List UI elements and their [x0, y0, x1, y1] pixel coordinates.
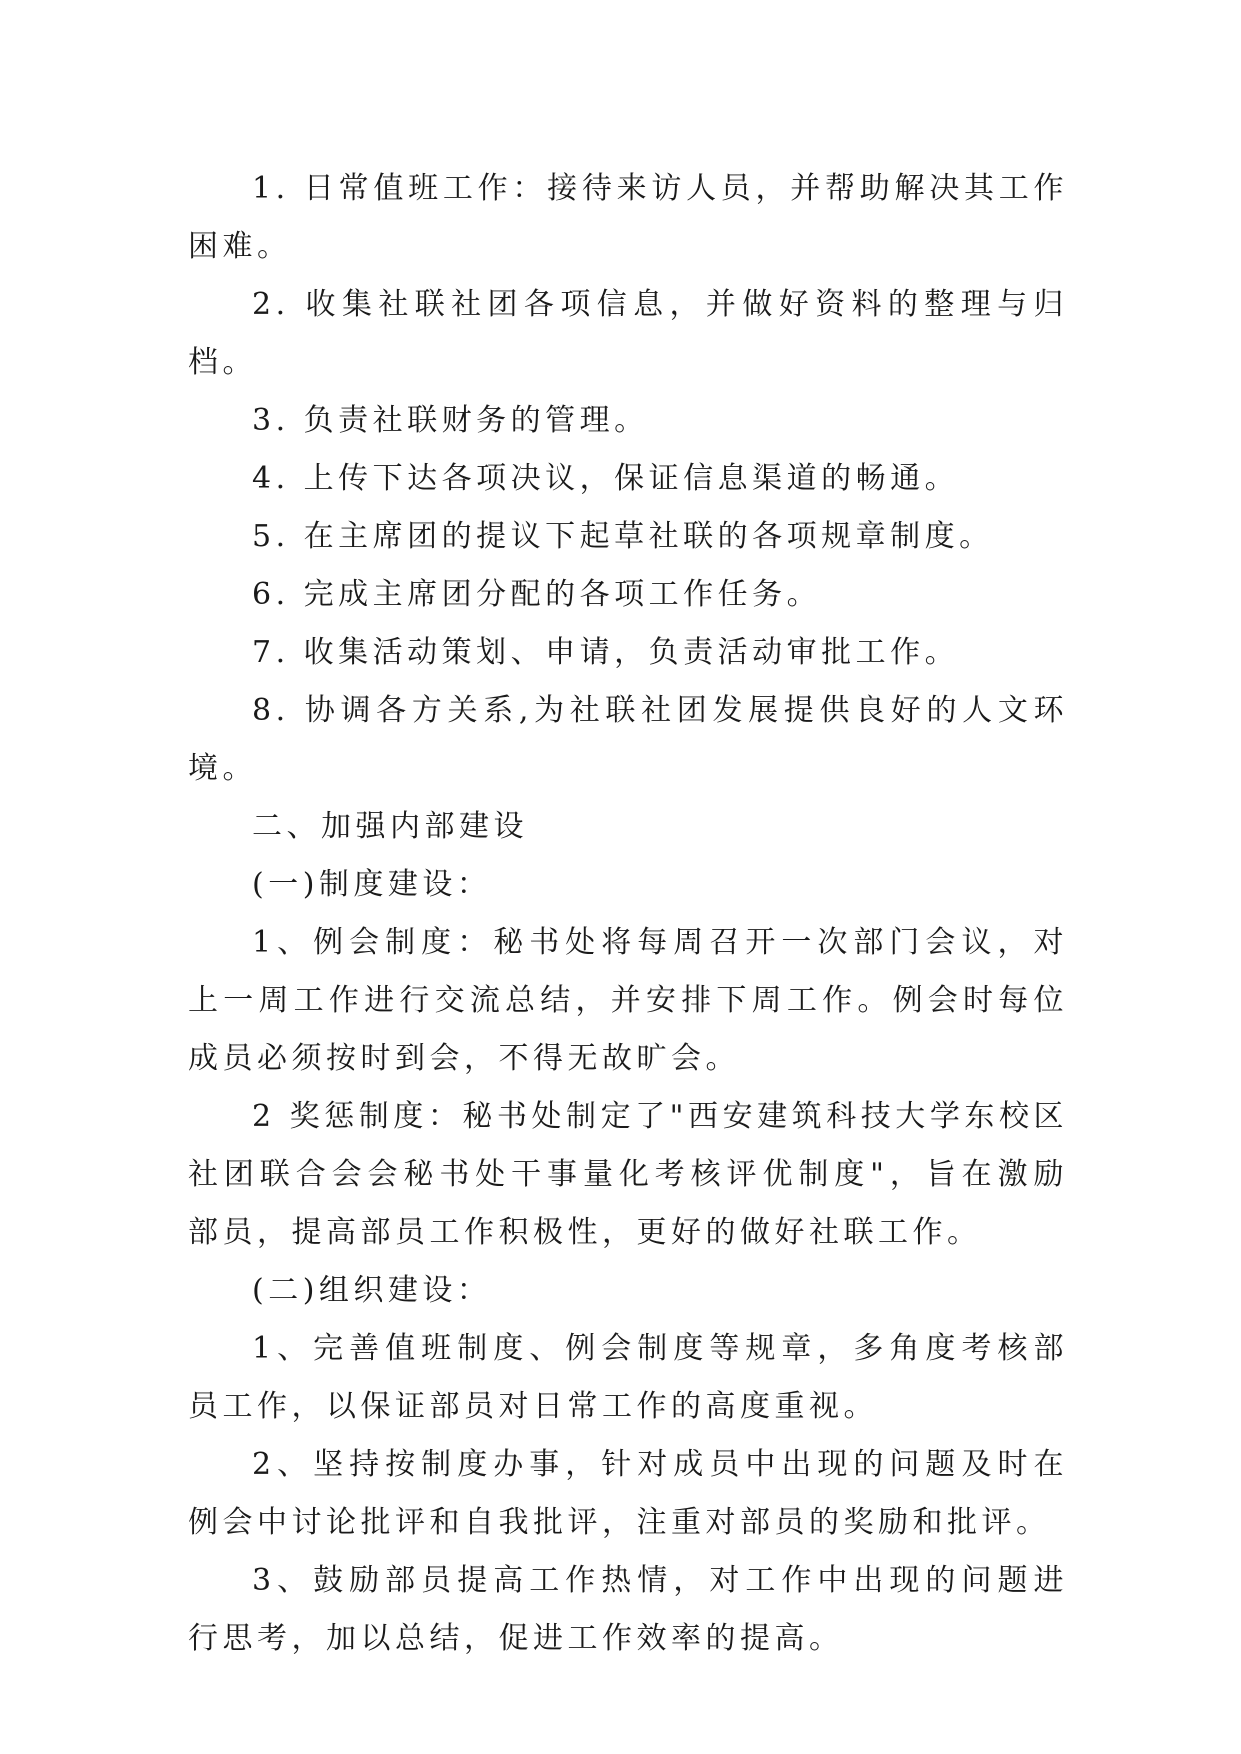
paragraph-org-2: 2、坚持按制度办事，针对成员中出现的问题及时在例会中讨论批评和自我批评，注重对部员的奖励和批评。: [188, 1447, 1068, 1540]
subsection-heading-organization: (二)组织建设：: [252, 1273, 492, 1308]
subsection-heading-system: (一)制度建设：: [252, 867, 492, 902]
paragraph-meeting-system: 1、例会制度：秘书处将每周召开一次部门会议，对上一周工作进行交流总结，并安排下周工作。例会时每位成员必须按时到会，不得无故旷会。: [188, 925, 1068, 1076]
section-heading: 二、加强内部建设: [252, 809, 528, 844]
paragraph-duty-4: 4. 上传下达各项决议，保证信息渠道的畅通。: [252, 461, 960, 496]
paragraph-duty-7: 7. 收集活动策划、申请，负责活动审批工作。: [252, 635, 960, 670]
paragraph-duty-5: 5. 在主席团的提议下起草社联的各项规章制度。: [252, 519, 994, 554]
paragraph-duty-6: 6. 完成主席团分配的各项工作任务。: [252, 577, 822, 612]
paragraph-duty-1: 1. 日常值班工作：接待来访人员，并帮助解决其工作困难。: [188, 171, 1068, 264]
paragraph-reward-system: 2 奖惩制度：秘书处制定了"西安建筑科技大学东校区社团联合会会秘书处干事量化考核评优制度"，旨在激励部员，提高部员工作积极性，更好的做好社联工作。: [188, 1099, 1068, 1250]
paragraph-duty-2: 2. 收集社联社团各项信息，并做好资料的整理与归档。: [188, 287, 1068, 380]
paragraph-org-3: 3、鼓励部员提高工作热情，对工作中出现的问题进行思考，加以总结，促进工作效率的提高。: [188, 1563, 1068, 1656]
paragraph-duty-3: 3. 负责社联财务的管理。: [252, 403, 649, 438]
paragraph-org-1: 1、完善值班制度、例会制度等规章，多角度考核部员工作，以保证部员对日常工作的高度重视。: [188, 1331, 1068, 1424]
paragraph-duty-8: 8. 协调各方关系,为社联社团发展提供良好的人文环境。: [188, 693, 1068, 786]
document-body: [188, 160, 1068, 1668]
